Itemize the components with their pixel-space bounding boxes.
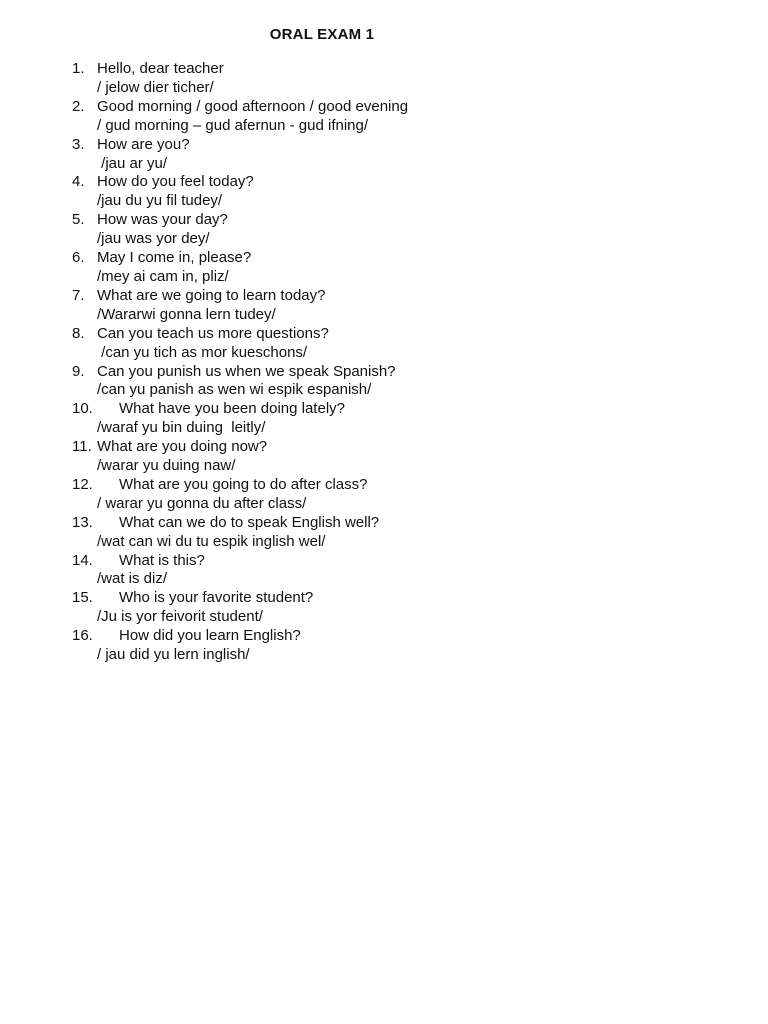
question-text: Who is your favorite student?	[119, 589, 314, 607]
list-item	[72, 173, 408, 211]
phonetic-text: /can yu panish as wen wi espik espanish/	[97, 381, 372, 399]
phonetic-text: /jau du yu fil tudey/	[97, 192, 223, 210]
question-text: Hello, dear teacher	[97, 60, 224, 77]
list-item	[72, 552, 408, 590]
phonetic-text: /wat can wi du tu espik inglish wel/	[97, 532, 326, 550]
question-text: How are you?	[97, 135, 190, 153]
list-item	[72, 98, 408, 136]
question-text: Good morning / good afternoon / good evening	[97, 97, 409, 115]
item-number: 4.	[72, 173, 85, 191]
item-number: 8.	[72, 324, 85, 342]
list-item	[72, 438, 408, 476]
list-item	[72, 400, 408, 438]
question-list	[72, 60, 408, 665]
list-item	[72, 249, 408, 287]
item-number: 11.	[72, 438, 92, 456]
phonetic-text: /warar yu duing naw/	[97, 457, 236, 475]
phonetic-text: / warar yu gonna du after class/	[97, 494, 307, 512]
phonetic-text: /wat is diz/	[97, 570, 168, 588]
question-text: What are you going to do after class?	[119, 475, 368, 493]
item-number: 2.	[72, 97, 85, 115]
item-number: 7.	[72, 286, 85, 304]
question-text: What have you been doing lately?	[119, 400, 345, 418]
list-item	[72, 363, 408, 401]
item-number: 1.	[72, 60, 85, 77]
list-item	[72, 211, 408, 249]
list-item	[72, 325, 408, 363]
item-number: 12.	[72, 475, 93, 493]
question-text: What are we going to learn today?	[97, 286, 326, 304]
item-number: 10.	[72, 400, 93, 418]
phonetic-text: /jau ar yu/	[97, 154, 168, 172]
question-text: What is this?	[119, 551, 205, 569]
list-item	[72, 589, 408, 627]
item-number: 5.	[72, 211, 85, 229]
phonetic-text: /Wararwi gonna lern tudey/	[97, 305, 276, 323]
phonetic-text: / jelow dier ticher/	[97, 78, 214, 96]
list-item	[72, 287, 408, 325]
phonetic-text: / gud morning – gud afernun - gud ifning/	[97, 116, 369, 134]
item-number: 16.	[72, 627, 93, 645]
list-item	[72, 627, 408, 665]
phonetic-text: /mey ai cam in, pliz/	[97, 267, 229, 285]
list-item	[72, 136, 408, 174]
question-text: What can we do to speak English well?	[119, 513, 380, 531]
question-text: How did you learn English?	[119, 627, 301, 645]
question-text: How was your day?	[97, 211, 228, 229]
item-number: 15.	[72, 589, 93, 607]
item-number: 13.	[72, 513, 93, 531]
item-number: 9.	[72, 362, 85, 380]
page-title: ORAL EXAM 1	[269, 26, 375, 43]
list-item	[72, 514, 408, 552]
item-number: 6.	[72, 249, 85, 267]
item-number: 3.	[72, 135, 85, 153]
phonetic-text: / jau did yu lern inglish/	[97, 646, 250, 664]
question-text: What are you doing now?	[97, 438, 268, 456]
question-text: Can you punish us when we speak Spanish?	[97, 362, 396, 380]
phonetic-text: /waraf yu bin duing leitly/	[97, 419, 266, 437]
list-item	[72, 60, 408, 98]
question-text: How do you feel today?	[97, 173, 254, 191]
question-text: Can you teach us more questions?	[97, 324, 329, 342]
item-number: 14.	[72, 551, 93, 569]
phonetic-text: /Ju is yor feivorit student/	[97, 608, 263, 626]
question-text: May I come in, please?	[97, 249, 252, 267]
list-item	[72, 476, 408, 514]
phonetic-text: /can yu tich as mor kueschons/	[97, 343, 308, 361]
phonetic-text: /jau was yor dey/	[97, 230, 210, 248]
